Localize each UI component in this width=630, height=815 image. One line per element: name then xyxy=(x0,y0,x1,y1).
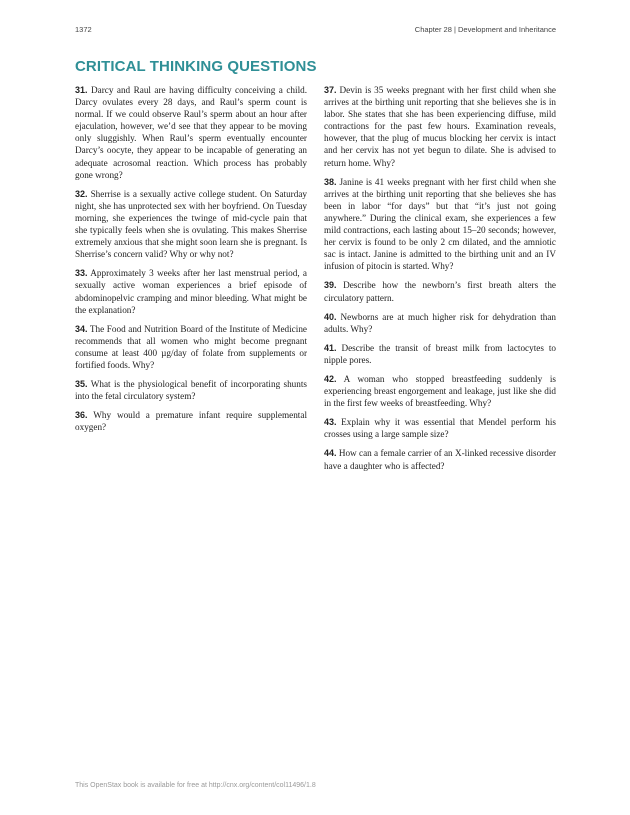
question-text: Why would a premature infant require supplemental oxygen? xyxy=(75,410,307,433)
question-number: 41. xyxy=(324,342,337,353)
question-33 xyxy=(75,267,307,315)
question-44 xyxy=(324,447,556,471)
question-39 xyxy=(324,279,556,303)
question-text: Describe how the newborn’s first breath alters the circulatory pattern. xyxy=(324,280,556,303)
question-number: 31. xyxy=(75,85,88,95)
section-title: CRITICAL THINKING QUESTIONS xyxy=(75,58,317,75)
question-number: 33. xyxy=(75,268,88,279)
question-text: Darcy and Raul are having difficulty conceiving a child. Darcy ovulates every 28 days, and Raul’s sperm count is normal. If we could observe Raul’s sperm about an hour after ejaculation, however, we’d see that they appear to be moving only sluggishly. When Raul’s sperm eventually encounter Darcy’s oocyte, they appear to be incapable of generating an adequate acrosomal reaction. Which process has probably gone wrong? xyxy=(75,85,308,180)
question-34 xyxy=(75,323,307,371)
question-number: 40. xyxy=(324,311,337,322)
question-31 xyxy=(75,84,307,181)
question-text: What is the physiological benefit of incorporating shunts into the fetal circulatory system? xyxy=(75,379,307,402)
question-text: Janine is 41 weeks pregnant with her first child when she arrives at the birthing unit reporting that she believes she has been in labor “for days” but that “it’s just not going anywhere.” During the clinical exam, she experiences a few mild contractions, each lasting about 15–20 seconds; however, her cervix is found to be only 2 cm dilated, and the amniotic sac is intact. Janine is admitted to the birthing unit and an IV infusion of pitocin is started. Why? xyxy=(324,176,557,272)
question-35 xyxy=(75,378,307,402)
question-38 xyxy=(324,176,556,273)
question-43 xyxy=(324,416,556,440)
question-text: Describe the transit of breast milk from lactocytes to nipple pores. xyxy=(324,342,557,365)
footer-note: This OpenStax book is available for free at http://cnx.org/content/col11496/1.8 xyxy=(75,782,316,789)
question-36 xyxy=(75,409,307,433)
question-37 xyxy=(324,84,556,169)
question-text: Newborns are at much higher risk for dehydration than adults. Why? xyxy=(324,311,557,334)
question-text: Approximately 3 weeks after her last menstrual period, a sexually active woman experiences a brief episode of abdominopelvic cramping and minor bleeding. What might be the explanation? xyxy=(75,268,307,315)
question-number: 44. xyxy=(324,448,337,459)
question-text: The Food and Nutrition Board of the Institute of Medicine recommends that all women who might become pregnant consume at least 400 µg/day of folate from supplements or fortified foods. Why? xyxy=(75,323,307,370)
question-text: Devin is 35 weeks pregnant with her first child when she arrives at the birthing unit reporting that she believes she is in labor. She states that she has been experiencing diffuse, mild contractions for the past few hours. Examination reveals, however, that the plug of mucus blocking her cervix is intact and her cervix has not yet begun to dilate. She is advised to return home. Why? xyxy=(324,85,556,168)
question-number: 43. xyxy=(324,417,337,428)
question-32 xyxy=(75,188,307,261)
question-number: 38. xyxy=(324,176,337,187)
question-text: How can a female carrier of an X-linked recessive disorder have a daughter who is affected? xyxy=(324,448,557,471)
question-42 xyxy=(324,373,556,409)
question-text: A woman who stopped breastfeeding suddenly is experiencing breast engorgement and leakage, just like she did in the first few weeks of breastfeeding. Why? xyxy=(324,373,556,409)
question-40 xyxy=(324,311,556,335)
question-number: 32. xyxy=(75,188,88,199)
page-number: 1372 xyxy=(75,25,92,34)
question-number: 39. xyxy=(324,280,337,291)
question-number: 36. xyxy=(75,410,88,421)
question-text: Explain why it was essential that Mendel perform his crosses using a large sample size? xyxy=(324,417,556,440)
right-column xyxy=(324,84,556,479)
question-41 xyxy=(324,342,556,366)
question-number: 42. xyxy=(324,373,337,384)
question-number: 35. xyxy=(75,379,88,390)
running-head: Chapter 28 | Development and Inheritance xyxy=(414,25,556,34)
question-number: 34. xyxy=(75,323,88,334)
question-text: Sherrise is a sexually active college student. On Saturday night, she has unprotected sex with her boyfriend. On Tuesday morning, she experiences the twinge of mid-cycle pain that she typically feels when she is ovulating. This makes Sherrise extremely anxious that she might soon learn she is pregnant. Is Sherrise’s concern valid? Why or why not? xyxy=(75,188,307,260)
question-number: 37. xyxy=(324,85,337,95)
left-column xyxy=(75,84,307,440)
